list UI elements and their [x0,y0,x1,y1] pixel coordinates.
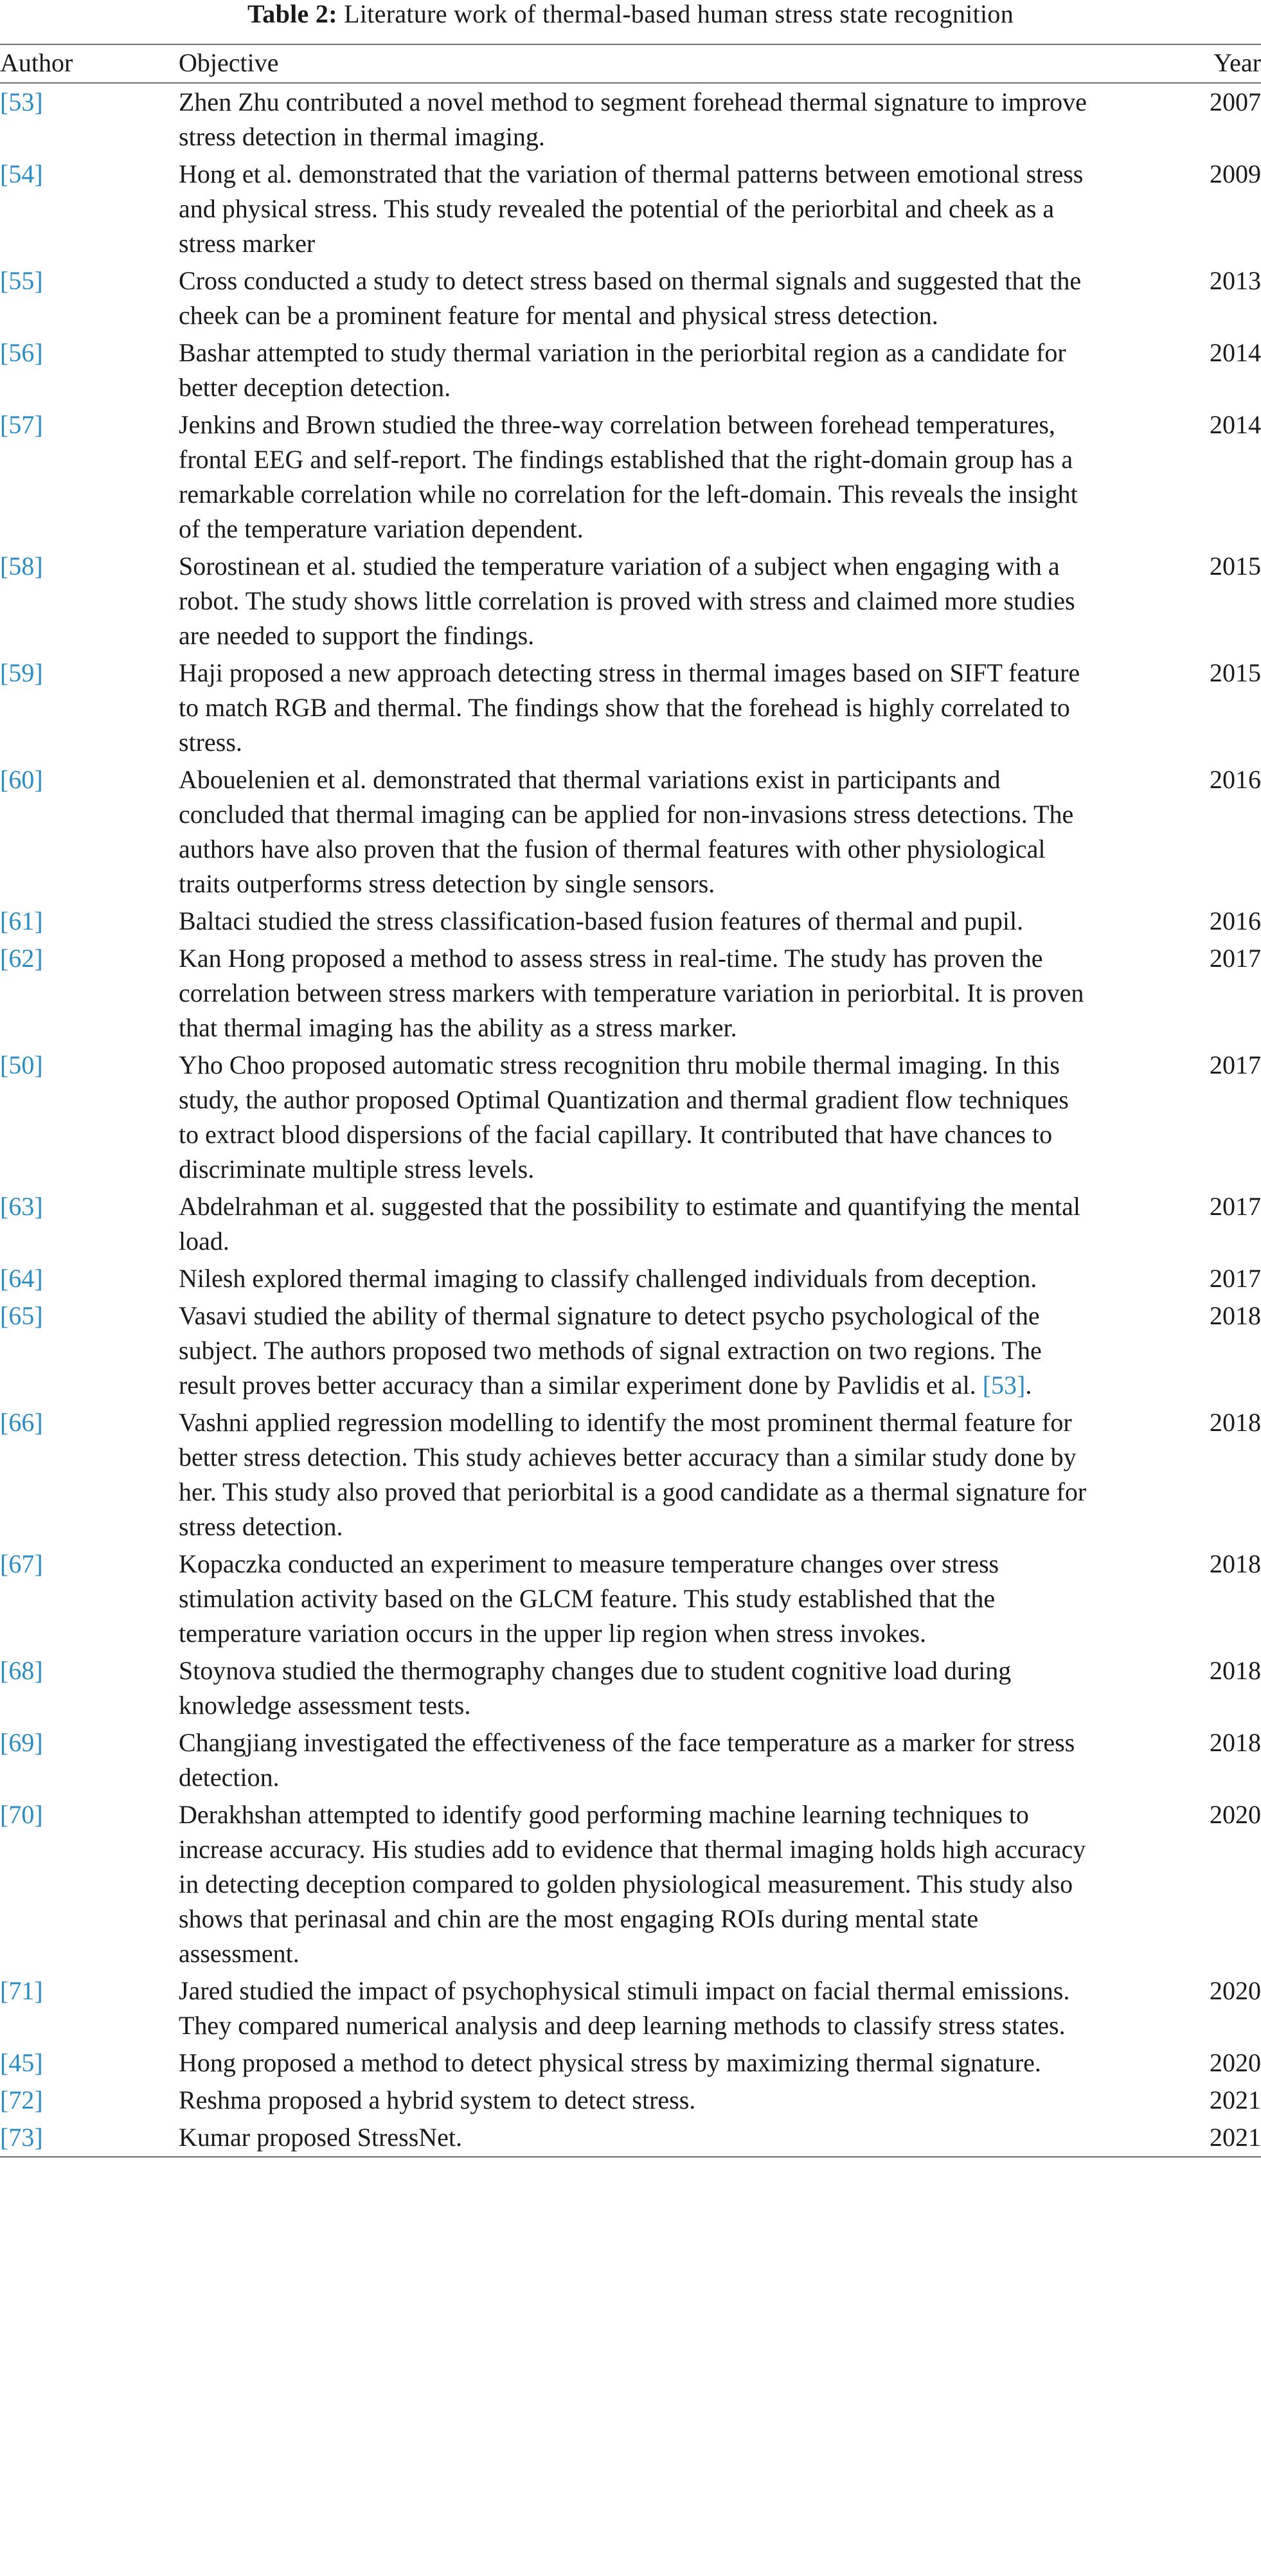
table-row [0,262,1261,334]
header-objective: Objective [179,44,1117,83]
header-year: Year [1117,44,1261,83]
objective-cell: Changjiang investigated the effectiveness of the face temperature as a marker for stress detection. [179,1728,1075,1792]
objective-cell: Hong et al. demonstrated that the variation of thermal patterns between emotional stress and physical stress. This study revealed the potential of the periorbital and cheek as a stress marker [179,159,1084,258]
year-cell: 2018 [1210,1408,1261,1437]
table-row [0,1724,1261,1796]
table-row [0,548,1261,654]
table-row [0,2044,1261,2082]
year-cell: 2018 [1210,1656,1261,1685]
year-cell: 2014 [1210,338,1261,367]
table-row [0,2119,1261,2157]
table-row [0,1972,1261,2044]
literature-table-container [0,44,1261,2157]
caption-text: Literature work of thermal-based human stress state recognition [344,0,1014,28]
objective-cell: Derakhshan attempted to identify good performing machine learning techniques to increase accuracy. His studies add to evidence that thermal imaging holds high accuracy in detecting deception compared to golden physiological measurement. This study also shows that perinasal and chin are the most engaging ROIs during mental state assessment. [179,1800,1086,1968]
objective-cell: Nilesh explored thermal imaging to classify challenged individuals from deception. [179,1264,1037,1293]
author-citation-link[interactable]: [72] [0,2085,43,2114]
objective-cell: Jared studied the impact of psychophysical stimuli impact on facial thermal emissions. They compared numerical analysis and deep learning methods to classify stress states. [179,1976,1070,2040]
year-cell: 2017 [1210,1050,1261,1079]
table-row [0,761,1261,903]
objective-cell: Bashar attempted to study thermal variation in the periorbital region as a candidate for better deception detection. [179,338,1066,402]
objective-cell: Abouelenien et al. demonstrated that thermal variations exist in participants and concluded that thermal imaging can be applied for non-invasions stress detections. The authors have also proven that the fusion of thermal features with other physiological traits outperforms stress detection by single sensors. [179,765,1074,898]
objective-cell: Sorostinean et al. studied the temperature variation of a subject when engaging with a robot. The study shows little correlation is proved with stress and claimed more studies are needed to support the findings. [179,552,1075,650]
author-citation-link[interactable]: [69] [0,1728,43,1757]
year-cell: 2016 [1210,765,1261,794]
author-citation-link[interactable]: [67] [0,1549,43,1578]
objective-cell: Yho Choo proposed automatic stress recognition thru mobile thermal imaging. In this study, the author proposed Optimal Quantization and thermal gradient flow techniques to extract blood dispersions of the facial capillary. It contributed that have chances to discriminate multiple stress levels. [179,1050,1069,1184]
objective-cell: Hong proposed a method to detect physical stress by maximizing thermal signature. [179,2048,1041,2077]
objective-cell: Haji proposed a new approach detecting stress in thermal images based on SIFT feature to match RGB and thermal. The findings show that the forehead is highly correlated to stress. [179,658,1080,757]
year-cell: 2017 [1210,1264,1261,1293]
author-citation-link[interactable]: [55] [0,266,43,295]
author-citation-link[interactable]: [45] [0,2048,43,2077]
table-row [0,1545,1261,1652]
objective-cell: Cross conducted a study to detect stress based on thermal signals and suggested that the cheek can be a prominent feature for mental and physical stress detection. [179,266,1082,330]
year-cell: 2020 [1210,2048,1261,2077]
year-cell: 2016 [1210,906,1261,935]
header-author: Author [0,44,179,83]
year-cell: 2017 [1210,944,1261,973]
author-citation-link[interactable]: [73] [0,2119,179,2157]
table-row [0,1652,1261,1724]
year-cell: 2018 [1210,1728,1261,1757]
table-row [0,654,1261,761]
inline-citation-link[interactable]: [53] [982,1371,1026,1400]
objective-cell: Jenkins and Brown studied the three-way correlation between forehead temperatures, frontal EEG and self-report. The findings established that the right-domain group has a remarkable correlation while no correlation for the left-domain. This reveals the insight of the temperature variation dependent. [179,410,1078,543]
objective-text: Vasavi studied the ability of thermal signature to detect psycho psychological of the subject. The authors proposed two methods of signal extraction on two regions. The result proves better accuracy than a similar experiment done by Pavlidis et al. [179,1301,1042,1400]
author-citation-link[interactable]: [68] [0,1656,43,1685]
objective-cell: Kumar proposed StressNet. [179,2119,1117,2157]
author-citation-link[interactable]: [65] [0,1301,43,1330]
objective-cell: Vashni applied regression modelling to identify the most prominent thermal feature for better stress detection. This study achieves better accuracy than a similar study done by her. This study also proved that periorbital is a good candidate as a thermal signature for stress detection. [179,1408,1087,1541]
objective-cell [179,1297,1117,1404]
year-cell: 2017 [1210,1192,1261,1221]
year-cell: 2018 [1210,1301,1261,1330]
table-row [0,903,1261,940]
year-cell: 2021 [1117,2119,1261,2157]
author-citation-link[interactable]: [57] [0,410,43,439]
objective-cell: Baltaci studied the stress classification-based fusion features of thermal and pupil. [179,906,1024,935]
literature-table [0,44,1261,2157]
year-cell: 2014 [1210,410,1261,439]
table-header [0,44,1261,83]
author-citation-link[interactable]: [62] [0,944,43,973]
year-cell: 2015 [1210,658,1261,687]
objective-cell: Kan Hong proposed a method to assess stress in real-time. The study has proven the correlation between stress markers with temperature variation in periorbital. It is proven that thermal imaging has the ability as a stress marker. [179,944,1084,1042]
year-cell: 2015 [1210,552,1261,581]
table-row [0,406,1261,548]
table-body [0,83,1261,2157]
objective-cell: Stoynova studied the thermography changes due to student cognitive load during knowledge assessment tests. [179,1656,1012,1720]
table-row [0,1297,1261,1404]
objective-cell: Abdelrahman et al. suggested that the possibility to estimate and quantifying the mental load. [179,1192,1081,1256]
year-cell: 2020 [1210,1800,1261,1829]
table-row [0,83,1261,156]
year-cell: 2013 [1210,266,1261,295]
year-cell: 2007 [1210,87,1261,116]
year-cell: 2020 [1210,1976,1261,2005]
author-citation-link[interactable]: [63] [0,1192,43,1221]
caption-label: Table 2: [247,0,337,28]
year-cell: 2009 [1210,159,1261,188]
author-citation-link[interactable]: [60] [0,765,43,794]
author-citation-link[interactable]: [61] [0,906,43,935]
author-citation-link[interactable]: [58] [0,552,43,581]
author-citation-link[interactable]: [66] [0,1408,43,1437]
header-row [0,44,1261,83]
author-citation-link[interactable]: [59] [0,658,43,687]
author-citation-link[interactable]: [50] [0,1050,43,1079]
year-cell: 2021 [1210,2085,1261,2114]
table-row [0,334,1261,406]
author-citation-link[interactable]: [54] [0,159,43,188]
author-citation-link[interactable]: [70] [0,1800,43,1829]
objective-cell: Zhen Zhu contributed a novel method to segment forehead thermal signature to improve stress detection in thermal imaging. [179,87,1087,151]
year-cell: 2018 [1210,1549,1261,1578]
table-row [0,1796,1261,1972]
author-citation-link[interactable]: [64] [0,1264,43,1293]
table-row [0,1260,1261,1297]
author-citation-link[interactable]: [53] [0,87,43,116]
objective-cell: Kopaczka conducted an experiment to measure temperature changes over stress stimulation activity based on the GLCM feature. This study established that the temperature variation occurs in the upper lip region when stress invokes. [179,1549,999,1648]
table-row [0,2082,1261,2119]
author-citation-link[interactable]: [56] [0,338,43,367]
objective-cell: Reshma proposed a hybrid system to detect stress. [179,2085,696,2114]
objective-text-end: . [1025,1371,1032,1400]
table-caption [0,0,1261,28]
author-citation-link[interactable]: [71] [0,1976,43,2005]
table-row [0,1188,1261,1260]
table-row [0,940,1261,1047]
table-row [0,1404,1261,1545]
table-row [0,156,1261,262]
table-row [0,1047,1261,1188]
